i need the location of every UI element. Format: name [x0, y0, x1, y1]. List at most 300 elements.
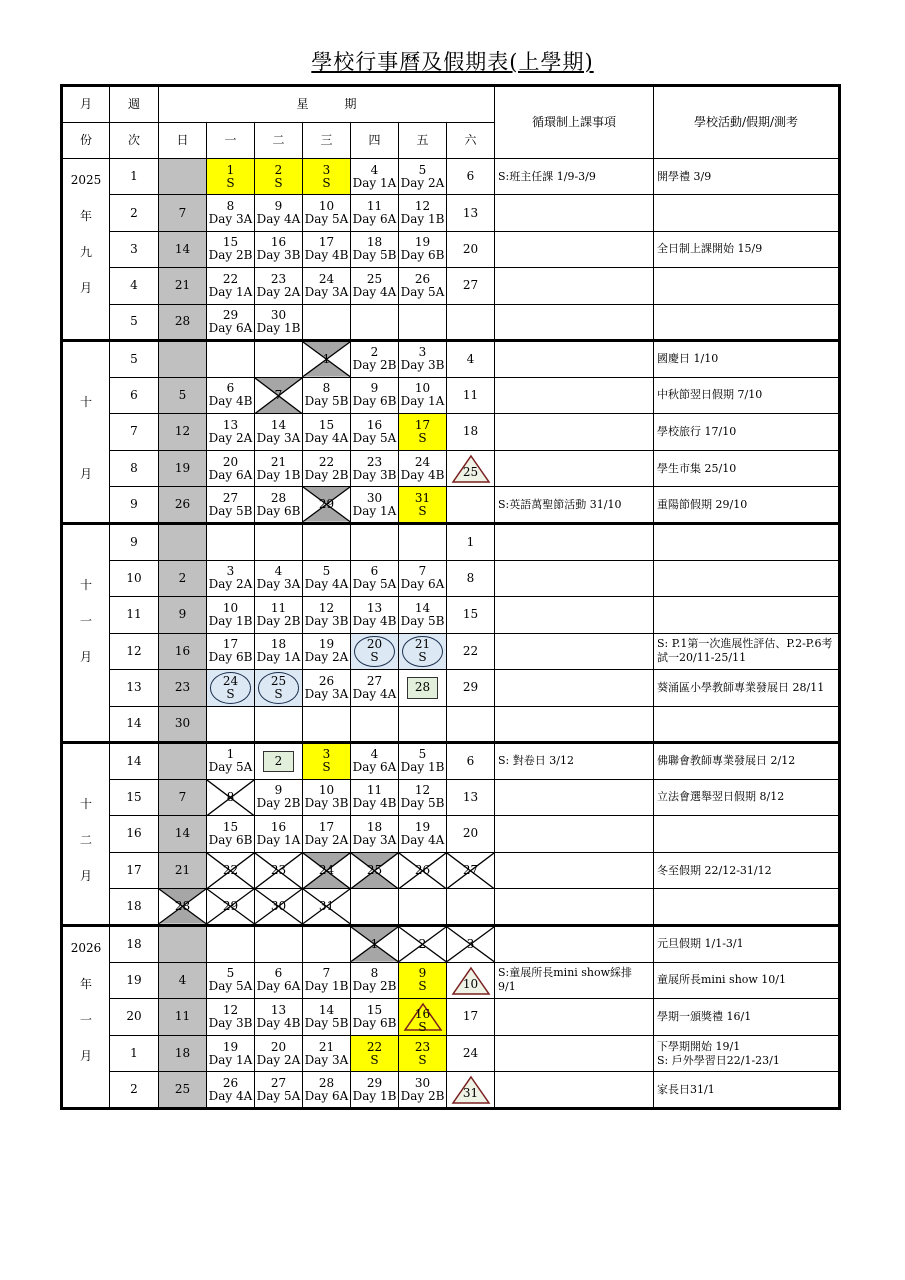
cycle-note-cell	[495, 560, 654, 597]
day-number: 22	[222, 271, 239, 286]
day-cell	[351, 487, 399, 524]
cycle-day-label: Day 1A	[352, 175, 397, 190]
day-cell	[303, 999, 351, 1036]
day-number: 31	[462, 1086, 479, 1101]
day-number: 7	[178, 789, 187, 804]
cycle-day-label: Day 4B	[352, 613, 397, 628]
day-cell	[351, 597, 399, 634]
week-number: 9	[110, 487, 159, 524]
page-title: 學校行事曆及假期表(上學期)	[311, 50, 594, 74]
day-header-mon: 一	[207, 123, 255, 159]
week-number: 2	[110, 1072, 159, 1109]
day-number: 29	[318, 497, 335, 512]
cycle-note-cell	[495, 268, 654, 304]
cycle-day-label: Day 6A	[400, 577, 445, 592]
week-number: 7	[110, 414, 159, 451]
month-label-text: 一	[79, 1012, 92, 1027]
cycle-day-label: S	[370, 1052, 379, 1067]
activity-cell: 開學禮 3/9	[654, 159, 840, 195]
day-cell	[447, 377, 495, 414]
month-label-text: 十	[79, 797, 92, 812]
day-number: 20	[222, 454, 239, 469]
cycle-note-cell	[495, 377, 654, 414]
day-cell	[351, 304, 399, 340]
cycle-day-label: Day 6B	[352, 1015, 397, 1030]
day-cell	[255, 597, 303, 634]
day-cell	[399, 816, 447, 853]
day-cell	[399, 962, 447, 999]
day-number: 27	[366, 673, 383, 688]
day-cell	[399, 999, 447, 1036]
day-number: 17	[318, 819, 335, 834]
day-number: 8	[226, 789, 235, 804]
activity-cell	[654, 560, 840, 597]
week-number: 5	[110, 304, 159, 340]
activity-cell: 元旦假期 1/1-3/1	[654, 926, 840, 963]
day-number: 26	[414, 863, 431, 878]
cycle-note-cell	[495, 231, 654, 267]
day-cell	[447, 999, 495, 1036]
day-cell	[447, 414, 495, 451]
day-number: 19	[414, 235, 431, 250]
cycle-day-label: S	[370, 650, 379, 665]
cycle-day-label: Day 3A	[352, 832, 397, 847]
activity-cell: 全日制上課開始 15/9	[654, 231, 840, 267]
day-cell	[159, 670, 207, 707]
cycle-day-label: Day 4A	[208, 1088, 253, 1103]
day-cell	[207, 377, 255, 414]
day-cell	[255, 450, 303, 487]
activity-cell: 學生市集 25/10	[654, 450, 840, 487]
day-cell	[159, 377, 207, 414]
day-cell	[351, 816, 399, 853]
cycle-note-cell	[495, 524, 654, 561]
day-number: 7	[322, 966, 331, 981]
day-number: 21	[414, 637, 431, 652]
activities-column-header: 學校活動/假期/測考	[654, 86, 840, 159]
activity-cell: S: P.1第一次進展性評估、P.2-P.6考試一20/11-25/11	[654, 633, 840, 670]
month-label-text: 一	[79, 614, 92, 629]
day-cell	[351, 377, 399, 414]
day-cell	[303, 597, 351, 634]
cycle-day-label: Day 3A	[304, 686, 349, 701]
day-cell	[255, 377, 303, 414]
day-number: 16	[366, 417, 383, 432]
activity-cell: 立法會選舉翌日假期 8/12	[654, 779, 840, 816]
cycle-day-label: Day 3B	[400, 358, 445, 373]
cycle-day-label: Day 3B	[304, 796, 349, 811]
day-number: 16	[270, 235, 287, 250]
day-number: 18	[462, 424, 479, 439]
day-number: 20	[462, 826, 479, 841]
cycle-day-label: Day 5B	[352, 248, 397, 263]
day-number: 15	[318, 417, 335, 432]
day-cell	[399, 195, 447, 231]
cycle-day-label: S	[226, 686, 235, 701]
day-number: 14	[174, 241, 191, 256]
day-number: 27	[462, 278, 479, 293]
day-number: 20	[270, 1039, 287, 1054]
day-number: 12	[318, 600, 335, 615]
day-header-fri: 五	[399, 123, 447, 159]
day-cell	[207, 341, 255, 378]
day-number: 25	[366, 271, 383, 286]
day-number: 25	[462, 465, 479, 480]
activity-cell	[654, 195, 840, 231]
cycle-day-label: Day 3A	[304, 284, 349, 299]
activity-cell: 葵涌區小學教師專業發展日 28/11	[654, 670, 840, 707]
day-cell	[399, 597, 447, 634]
cycle-day-label: Day 6A	[256, 979, 301, 994]
month-label-text: 月	[79, 1048, 92, 1063]
cycle-note-cell	[495, 450, 654, 487]
day-cell	[303, 633, 351, 670]
cycle-day-label: Day 6A	[352, 212, 397, 227]
cycle-day-label: Day 4A	[400, 832, 445, 847]
day-number: 26	[222, 1075, 239, 1090]
day-number: 6	[466, 169, 475, 184]
day-number: 11	[366, 783, 383, 798]
day-cell	[207, 1035, 255, 1072]
day-number: 4	[178, 972, 187, 987]
cycle-day-label: S	[418, 430, 427, 445]
day-number: 15	[366, 1002, 383, 1017]
day-number: 10	[318, 199, 335, 214]
day-cell	[447, 852, 495, 889]
month-label-text: 十	[79, 578, 92, 593]
day-number: 24	[222, 673, 239, 688]
day-number: 29	[222, 307, 239, 322]
month-label-text: 十	[79, 395, 92, 410]
day-cell	[399, 450, 447, 487]
day-cell	[351, 268, 399, 304]
week-number: 8	[110, 450, 159, 487]
cycle-day-label: Day 4B	[208, 394, 253, 409]
day-cell	[351, 962, 399, 999]
cycle-day-label: Day 1B	[208, 613, 253, 628]
day-number: 26	[174, 497, 191, 512]
day-number: 19	[318, 637, 335, 652]
week-number: 6	[110, 377, 159, 414]
month-header-2: 份	[62, 123, 110, 159]
cycle-day-label: Day 4B	[352, 796, 397, 811]
day-cell	[207, 816, 255, 853]
cycle-day-label: Day 5A	[208, 760, 253, 775]
day-number: 8	[466, 570, 475, 585]
day-cell	[303, 816, 351, 853]
day-cell	[351, 195, 399, 231]
day-number: 23	[414, 1039, 431, 1054]
day-number: 17	[318, 235, 335, 250]
day-cell	[303, 414, 351, 451]
day-cell	[159, 962, 207, 999]
month-label-cell	[62, 926, 110, 1109]
day-cell	[399, 852, 447, 889]
cycle-day-label: S	[274, 686, 283, 701]
activity-cell	[654, 304, 840, 340]
month-label-text: 2025	[70, 172, 102, 187]
day-number: 29	[462, 680, 479, 695]
day-cell	[207, 743, 255, 780]
day-cell	[303, 670, 351, 707]
day-number: 4	[370, 747, 379, 762]
day-cell	[159, 487, 207, 524]
day-cell	[303, 487, 351, 524]
cycle-day-label: Day 2A	[256, 1052, 301, 1067]
day-number: 20	[462, 241, 479, 256]
day-cell	[159, 743, 207, 780]
cycle-day-label: Day 6B	[256, 503, 301, 518]
day-cell	[447, 1072, 495, 1109]
day-cell	[303, 1072, 351, 1109]
cycle-day-label: Day 1B	[256, 467, 301, 482]
cycle-day-label: S	[418, 1019, 427, 1034]
day-cell	[159, 999, 207, 1036]
cycle-day-label: Day 2B	[208, 248, 253, 263]
cycle-day-label: Day 5B	[304, 1015, 349, 1030]
week-number: 9	[110, 524, 159, 561]
day-cell	[303, 889, 351, 926]
cycle-note-cell	[495, 779, 654, 816]
cycle-day-label: Day 3B	[304, 613, 349, 628]
day-cell	[303, 159, 351, 195]
day-cell	[255, 487, 303, 524]
weekday-caption	[159, 86, 495, 123]
day-number: 10	[222, 600, 239, 615]
day-cell	[159, 304, 207, 340]
cycle-note-cell	[495, 341, 654, 378]
cycle-day-label: Day 3A	[256, 577, 301, 592]
day-number: 23	[174, 680, 191, 695]
cycle-day-label: Day 2B	[256, 613, 301, 628]
cycle-day-label: Day 3A	[256, 430, 301, 445]
day-number: 2	[274, 753, 283, 768]
day-number: 26	[318, 673, 335, 688]
cycle-day-label: Day 1A	[400, 394, 445, 409]
day-cell	[447, 304, 495, 340]
day-cell	[159, 524, 207, 561]
cycle-note-cell	[495, 633, 654, 670]
day-cell	[207, 450, 255, 487]
cycle-day-label: Day 6B	[352, 394, 397, 409]
day-cell	[255, 779, 303, 816]
day-number: 24	[318, 271, 335, 286]
day-number: 10	[462, 976, 479, 991]
week-number: 10	[110, 560, 159, 597]
week-number: 16	[110, 816, 159, 853]
day-number: 5	[418, 747, 427, 762]
day-cell	[207, 414, 255, 451]
cycle-day-label: Day 2A	[208, 430, 253, 445]
day-number: 1	[466, 534, 475, 549]
cycle-day-label: Day 5A	[256, 1088, 301, 1103]
day-cell	[447, 926, 495, 963]
day-cell	[303, 377, 351, 414]
day-cell	[255, 999, 303, 1036]
day-number: 2	[418, 936, 427, 951]
day-cell	[159, 341, 207, 378]
day-number: 14	[414, 600, 431, 615]
month-header: 月	[62, 86, 110, 123]
month-label-text: 月	[79, 280, 92, 295]
day-cell	[399, 524, 447, 561]
day-cell	[303, 779, 351, 816]
week-number: 18	[110, 926, 159, 963]
cycle-day-label: S	[322, 760, 331, 775]
day-cell	[351, 1035, 399, 1072]
day-number: 2	[370, 345, 379, 360]
day-cell	[207, 524, 255, 561]
day-number: 16	[414, 1006, 431, 1021]
day-number: 16	[270, 819, 287, 834]
day-number: 23	[366, 454, 383, 469]
day-number: 25	[174, 1082, 191, 1097]
day-cell	[447, 159, 495, 195]
day-number: 22	[462, 643, 479, 658]
day-cell	[303, 304, 351, 340]
week-number: 17	[110, 852, 159, 889]
cycle-day-label: Day 3A	[304, 1052, 349, 1067]
cycle-day-label: Day 6B	[400, 248, 445, 263]
day-cell	[447, 816, 495, 853]
day-number: 13	[222, 417, 239, 432]
cycle-note-cell	[495, 852, 654, 889]
day-number: 17	[462, 1009, 479, 1024]
day-number: 5	[418, 162, 427, 177]
day-number: 13	[462, 205, 479, 220]
cycle-day-label: Day 6A	[208, 467, 253, 482]
day-cell	[255, 524, 303, 561]
day-cell	[399, 414, 447, 451]
day-cell	[207, 195, 255, 231]
day-number: 13	[462, 789, 479, 804]
cycle-day-label: Day 2A	[304, 650, 349, 665]
day-number: 14	[270, 417, 287, 432]
day-number: 10	[318, 783, 335, 798]
cycle-day-label: Day 5A	[352, 577, 397, 592]
day-number: 31	[318, 899, 335, 914]
day-number: 28	[414, 680, 431, 695]
day-number: 17	[414, 417, 431, 432]
day-cell	[207, 1072, 255, 1109]
day-number: 8	[370, 966, 379, 981]
day-cell	[447, 487, 495, 524]
day-cell	[447, 633, 495, 670]
month-label-text: 月	[79, 650, 92, 665]
cycle-day-label: Day 2B	[352, 358, 397, 373]
day-number: 9	[418, 966, 427, 981]
month-label-text: 月	[79, 467, 92, 482]
day-cell	[351, 926, 399, 963]
day-cell	[399, 1035, 447, 1072]
day-number: 6	[226, 381, 235, 396]
day-cell	[255, 889, 303, 926]
day-cell	[255, 560, 303, 597]
day-cell	[303, 341, 351, 378]
cycle-day-label: Day 3B	[208, 1015, 253, 1030]
day-number: 15	[222, 235, 239, 250]
day-cell	[255, 341, 303, 378]
cycle-day-label: Day 2B	[352, 979, 397, 994]
day-number: 5	[178, 387, 187, 402]
cycle-day-label: Day 4A	[256, 212, 301, 227]
cycle-day-label: Day 2A	[400, 175, 445, 190]
day-number: 13	[366, 600, 383, 615]
day-cell	[351, 341, 399, 378]
activity-cell: 童展所長mini show 10/1	[654, 962, 840, 999]
cycle-day-label: Day 5B	[400, 613, 445, 628]
day-number: 18	[366, 235, 383, 250]
cycle-day-label: Day 5B	[208, 503, 253, 518]
cycle-day-label: Day 5A	[208, 979, 253, 994]
activity-cell: 國慶日 1/10	[654, 341, 840, 378]
day-cell	[255, 633, 303, 670]
week-number: 1	[110, 1035, 159, 1072]
day-cell	[399, 779, 447, 816]
cycle-day-label: Day 5A	[304, 212, 349, 227]
day-number: 9	[370, 381, 379, 396]
day-cell	[399, 560, 447, 597]
day-cell	[159, 597, 207, 634]
day-cell	[207, 706, 255, 743]
day-number: 2	[178, 570, 187, 585]
day-number: 18	[174, 1046, 191, 1061]
day-header-sat: 六	[447, 123, 495, 159]
day-cell	[207, 926, 255, 963]
cycle-day-label: Day 6A	[304, 1088, 349, 1103]
activity-cell	[654, 597, 840, 634]
day-cell	[207, 962, 255, 999]
cycle-note-cell	[495, 1072, 654, 1109]
day-cell	[351, 852, 399, 889]
day-cell	[255, 962, 303, 999]
day-cell	[351, 1072, 399, 1109]
day-cell	[351, 524, 399, 561]
day-number: 11	[462, 387, 479, 402]
day-cell	[447, 341, 495, 378]
day-number: 22	[366, 1039, 383, 1054]
day-cell	[159, 231, 207, 267]
day-number: 11	[270, 600, 287, 615]
day-cell	[447, 450, 495, 487]
day-cell	[207, 159, 255, 195]
week-number: 13	[110, 670, 159, 707]
week-number: 14	[110, 743, 159, 780]
day-cell	[303, 560, 351, 597]
month-label-text: 年	[79, 976, 92, 991]
cycle-day-label: Day 1A	[208, 284, 253, 299]
day-number: 6	[466, 753, 475, 768]
day-cell	[447, 670, 495, 707]
day-cell	[447, 779, 495, 816]
day-cell	[399, 889, 447, 926]
day-number: 8	[322, 381, 331, 396]
day-cell	[351, 670, 399, 707]
school-calendar-table	[60, 84, 841, 1110]
day-header-wed: 三	[303, 123, 351, 159]
day-number: 12	[414, 783, 431, 798]
cycle-note-cell	[495, 1035, 654, 1072]
day-cell	[399, 487, 447, 524]
cycle-note-cell	[495, 889, 654, 926]
activity-cell	[654, 889, 840, 926]
day-cell	[159, 195, 207, 231]
cycle-day-label: Day 1B	[256, 320, 301, 335]
day-number: 11	[174, 1009, 191, 1024]
day-number: 10	[414, 381, 431, 396]
day-number: 4	[466, 351, 475, 366]
day-number: 30	[270, 307, 287, 322]
